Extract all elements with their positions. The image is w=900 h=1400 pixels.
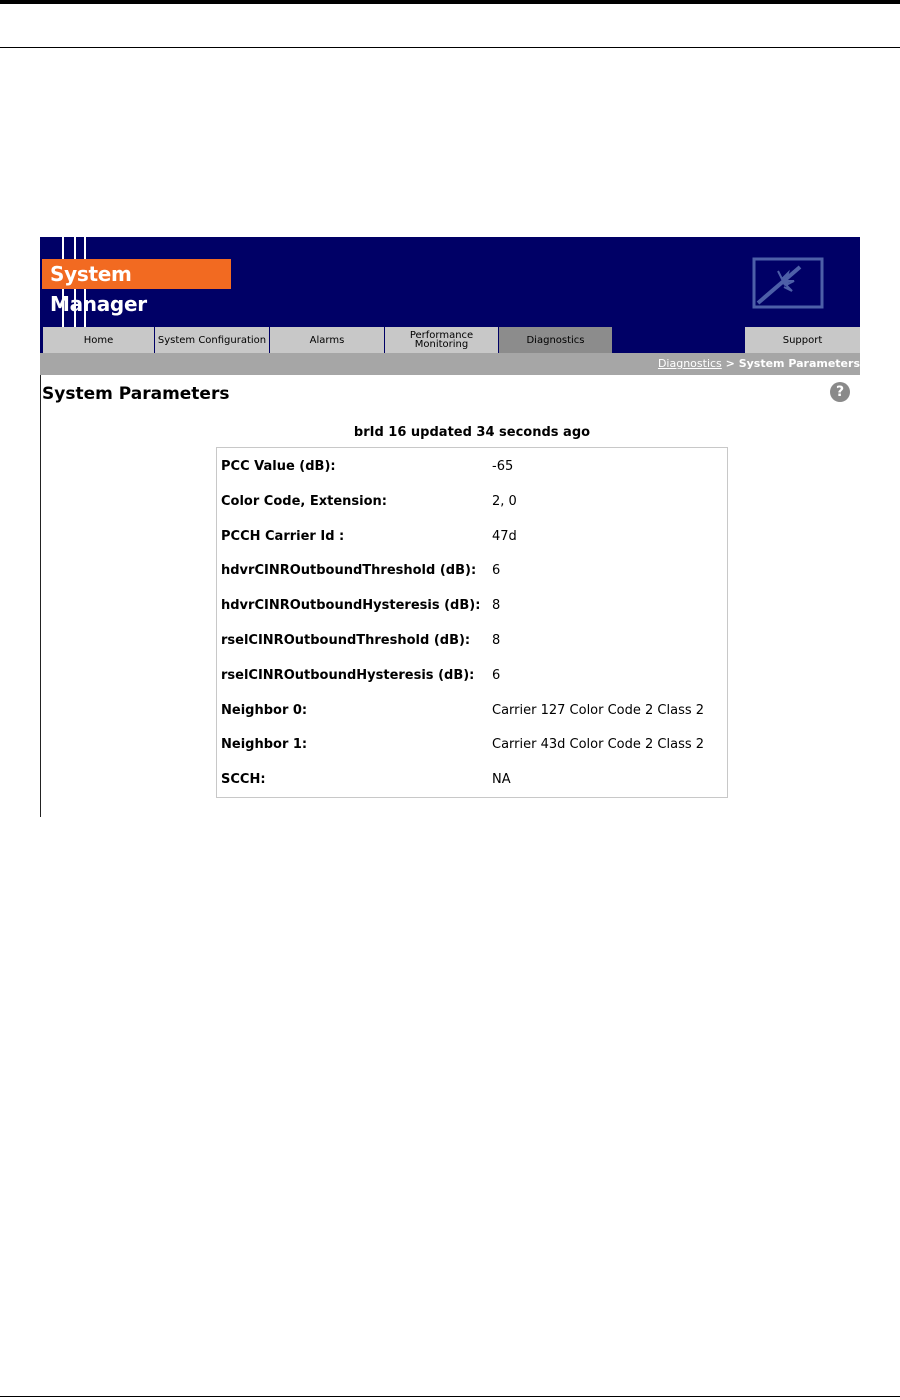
parameter-row [217,451,727,486]
parameter-value: Carrier 43d Color Code 2 Class 2 [492,737,705,753]
tab-system-configuration[interactable]: System Configuration [155,327,270,353]
tab-diagnostics[interactable]: Diagnostics [499,327,613,353]
parameter-row [217,729,727,764]
parameter-label: PCC Value (dB): [221,459,336,474]
parameter-label: Neighbor 1: [221,737,308,753]
app-logo: System Manager [42,259,231,289]
parameter-label: SCCH: [221,772,266,788]
parameter-row [217,625,727,660]
tab-performance-monitoring[interactable]: Performance Monitoring [385,327,499,353]
document-footer-rule [0,1396,900,1397]
parameter-label: rselCINROutboundThreshold (dB): [221,632,471,648]
parameter-value: 47d [492,528,517,544]
parameter-value: 6 [492,667,501,683]
brand-icon [748,255,828,311]
parameter-value: 2, 0 [492,493,517,509]
main-nav-tabs [40,327,860,353]
parameter-value: 6 [492,563,501,579]
parameter-row [217,695,727,730]
parameters-table [216,447,728,798]
breadcrumb [40,353,860,375]
document-top-rule [0,0,900,4]
tab-alarms[interactable]: Alarms [270,327,385,353]
parameter-value: Carrier 127 Color Code 2 Class 2 [492,702,705,718]
banner [40,237,860,327]
parameter-label: hdvrCINROutboundThreshold (dB): [221,563,477,579]
breadcrumb-current: System Parameters [738,357,860,370]
help-icon[interactable]: ? [830,382,850,402]
tab-support[interactable]: Support [745,327,860,353]
parameter-label: Neighbor 0: [221,702,308,718]
parameter-label: PCCH Carrier Id : [221,528,345,544]
parameter-label: Color Code, Extension: [221,493,387,509]
parameter-value: NA [492,772,511,788]
parameter-value: 8 [492,598,501,614]
parameter-row [217,521,727,556]
update-status: brId 16 updated 34 seconds ago [353,425,591,440]
tab-home[interactable]: Home [43,327,155,353]
parameter-label: rselCINROutboundHysteresis (dB): [221,667,475,683]
system-manager-window [40,237,860,817]
parameter-row [217,764,727,799]
document-header-rule [0,47,900,48]
parameter-label: hdvrCINROutboundHysteresis (dB): [221,598,481,614]
parameter-row [217,555,727,590]
breadcrumb-separator: > [721,357,739,370]
parameter-row [217,660,727,695]
page-title: System Parameters [42,384,230,404]
parameter-value: -65 [492,459,514,474]
parameter-row [217,590,727,625]
parameter-value: 8 [492,632,501,648]
parameter-row [217,486,727,521]
breadcrumb-link-diagnostics[interactable]: Diagnostics [657,357,722,370]
